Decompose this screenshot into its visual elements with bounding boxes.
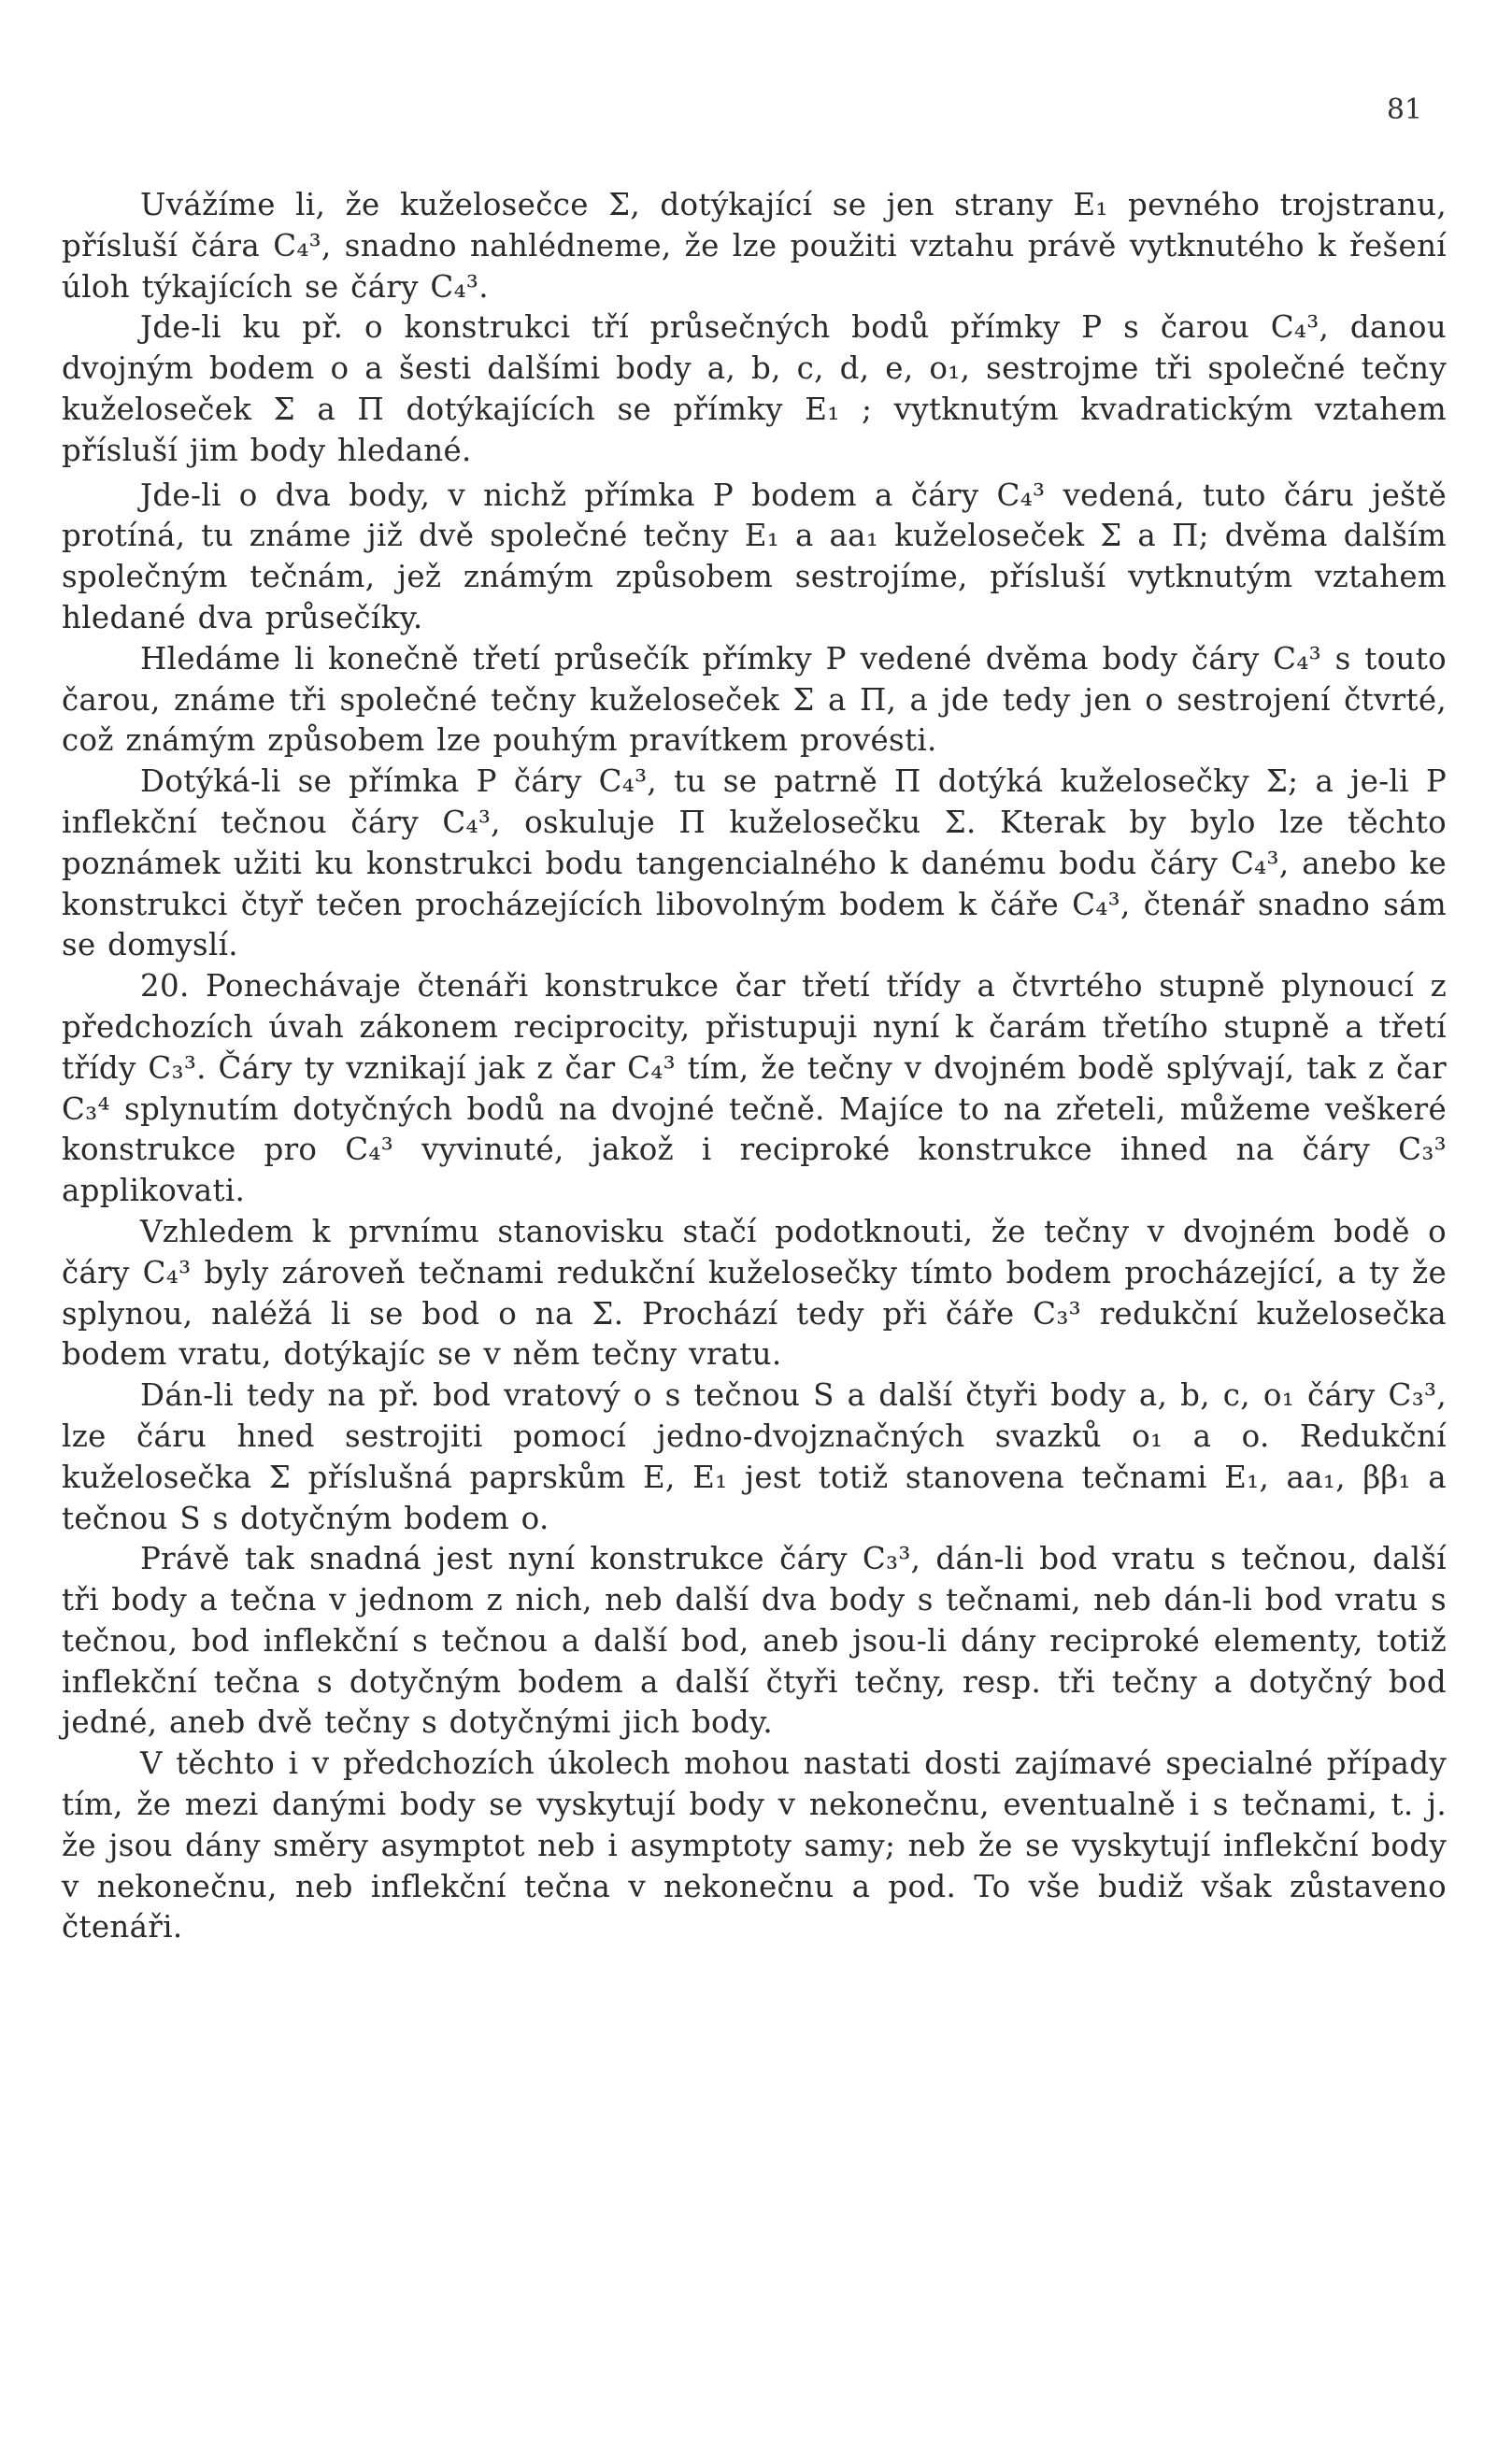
paragraph-10: V těchto i v předchozích úkolech mohou nastati dosti zajímavé specialné případy tím, že mezi danými body se vyskytují body v nekonečnu, eventualně i s tečnami, t. j. že jsou dány směry asymptot neb i asymptoty samy; neb že se vyskytují inflekční body v nekonečnu, neb inflekční tečna v nekonečnu a pod. To vše budiž však zůstaveno čtenáři.	[62, 1746, 1447, 1945]
paragraph-7: Vzhledem k prvnímu stanovisku stačí podotknouti, že tečny v dvojném bodě o čáry C₄³ byly zároveň tečnami redukční kuželosečky tímto bodem procházející, a ty že splynou, naléžá li se bod o na Σ. Prochází tedy při čáře C₃³ redukční kuželosečka bodem vratu, dotýkajíc se v něm tečny vratu.	[62, 1213, 1447, 1373]
paragraph-8: Dán-li tedy na př. bod vratový o s tečnou S a další čtyři body a, b, c, o₁ čáry C₃³, lze čáru hned sestrojiti pomocí jedno-dvojznačných svazků o₁ a o. Redukční kuželosečka Σ příslušná paprskům E, E₁ jest totiž stanovena tečnami E₁, aa₁, ββ₁ a tečnou S s dotyčným bodem o.	[62, 1377, 1447, 1536]
paragraph-1: Uvážíme li, že kuželosečce Σ, dotýkající se jen strany E₁ pevného trojstranu, přísluší čára C₄³, snadno nahlédneme, že lze použiti vztahu právě vytknutého k řešení úloh týkajících se čáry C₄³.	[62, 187, 1447, 305]
page-number: 81	[1386, 93, 1422, 126]
paragraph-9: Právě tak snadná jest nyní konstrukce čáry C₃³, dán-li bod vratu s tečnou, další tři body a tečna v jednom z nich, neb další dva body s tečnami, neb dán-li bod vratu s tečnou, bod inflekční s tečnou a další bod, aneb jsou-li dány reciproké elementy, totiž inflekční tečna s dotyčným bodem a další čtyři tečny, resp. tři tečny a dotyčný bod jedné, aneb dvě tečny s dotyčnými jich body.	[62, 1541, 1447, 1741]
paragraph-6: 20. Ponechávaje čtenáři konstrukce čar třetí třídy a čtvrtého stupně plynoucí z předchozích úvah zákonem reciprocity, přistupuji nyní k čarám třetího stupně a třetí třídy C₃³. Čáry ty vznikají jak z čar C₄³ tím, že tečny v dvojném bodě splývají, tak z čar C₃⁴ splynutím dotyčných bodů na dvojné tečně. Majíce to na zřeteli, můžeme veškeré konstrukce pro C₄³ vyvinuté, jakož i reciproké konstrukce ihned na čáry C₃³ applikovati.	[62, 968, 1447, 1209]
paragraph-3: Jde-li o dva body, v nichž přímka P bodem a čáry C₄³ vedená, tuto čáru ještě protíná, tu známe již dvě společné tečny E₁ a aa₁ kuželoseček Σ a Π; dvěma dalším společným tečnám, jež známým způsobem sestrojíme, přísluší vytknutým vztahem hledané dva průsečíky.	[62, 477, 1447, 635]
paragraph-2: Jde-li ku př. o konstrukci tří průsečných bodů přímky P s čarou C₄³, danou dvojným bodem o a šesti dalšími body a, b, c, d, e, o₁, sestrojme tři společné tečny kuželoseček Σ a Π dotýkajících se přímky E₁ ; vytknutým kvadratickým vztahem přísluší jim body hledané.	[62, 309, 1447, 468]
text-body	[62, 185, 1447, 1948]
paragraph-4: Hledáme li konečně třetí průsečík přímky P vedené dvěma body čáry C₄³ s touto čarou, známe tři společné tečny kuželoseček Σ a Π, a jde tedy jen o sestrojení čtvrté, což známým způsobem lze pouhým pravítkem provésti.	[62, 640, 1447, 759]
paragraph-5: Dotýká-li se přímka P čáry C₄³, tu se patrně Π dotýká kuželosečky Σ; a je-li P inflekční tečnou čáry C₄³, oskuluje Π kuželosečku Σ. Kterak by bylo lze těchto poznámek užiti ku konstrukci bodu tangencialného k danému bodu čáry C₄³, anebo ke konstrukci čtyř tečen procházejících libovolným bodem k čáře C₄³, čtenář snadno sám se domyslí.	[62, 763, 1447, 963]
